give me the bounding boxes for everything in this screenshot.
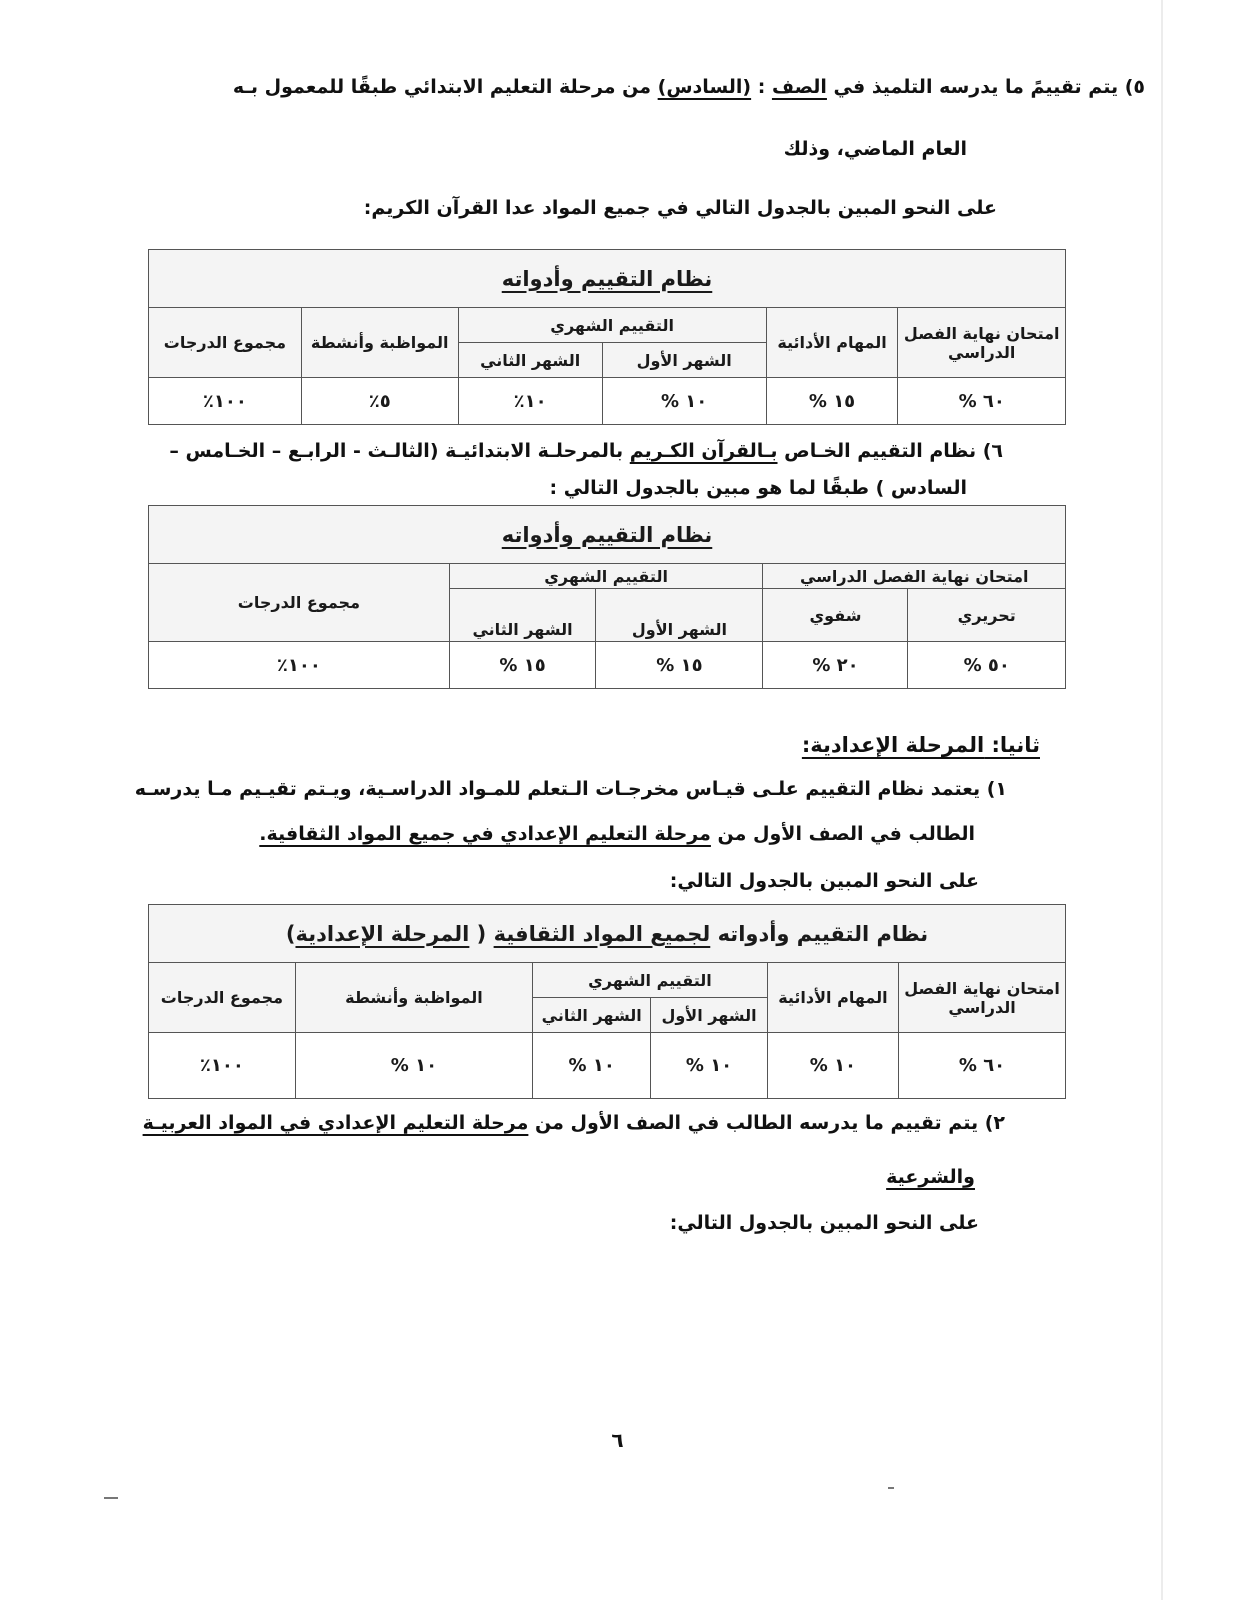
title-fragment: ) [285, 921, 296, 946]
value-month-2: ١٠٪ [458, 378, 602, 425]
header-month-2: الشهر الثاني [449, 589, 596, 642]
assessment-table-primary [148, 249, 1066, 425]
value-total-marks: ١٠٠٪ [149, 1033, 296, 1099]
section-2-para-2-line-2 [886, 1162, 975, 1192]
text-fragment: الطالب في الصف الأول من [710, 823, 975, 845]
header-oral: شفوي [763, 589, 908, 642]
section-number: ثانيا: [984, 733, 1040, 757]
underlined-text: (السادس) [657, 76, 752, 98]
header-attendance-activities: المواظبة وأنشطة [295, 963, 532, 1033]
title-fragment: ( [469, 921, 494, 946]
text-fragment: بالمرحلـة الابتدائيـة (الثالـث - الرابـع – الخـامس – [169, 440, 630, 462]
text-fragment: ٢) يتم تقييم ما يدرسه الطالب في الصف الأول من [528, 1112, 1005, 1134]
header-total-marks: مجموع الدرجات [149, 564, 450, 642]
header-written: تحريري [908, 589, 1066, 642]
section-2-para-2-line-3: على النحو المبين بالجدول التالي: [669, 1212, 979, 1234]
paragraph-5-line-3: على النحو المبين بالجدول التالي في جميع المواد عدا القرآن الكريم: [363, 197, 997, 219]
value-attendance-activities: ١٠ % [295, 1033, 532, 1099]
header-total-marks: مجموع الدرجات [149, 308, 302, 378]
underlined-text: والشرعية [886, 1166, 975, 1188]
title-underlined: لجميع المواد الثقافية [493, 921, 711, 946]
value-oral: ٢٠ % [763, 642, 908, 689]
paragraph-5-line-1 [233, 72, 1145, 102]
section-title: المرحلة الإعدادية: [801, 733, 985, 757]
value-total-marks: ١٠٠٪ [149, 642, 450, 689]
value-performance-tasks: ١٥ % [766, 378, 898, 425]
section-2-para-1-line-3: على النحو المبين بالجدول التالي: [669, 870, 979, 892]
table-title: نظام التقييم وأدواته [149, 506, 1066, 564]
assessment-table-quran [148, 505, 1066, 689]
paragraph-6-line-2: السادس ) طبقًا لما هو مبين بالجدول التالي : [549, 477, 967, 499]
value-final-exam: ٦٠ % [899, 1033, 1066, 1099]
section-2-para-2-line-1 [143, 1108, 1005, 1138]
header-month-2: الشهر الثاني [458, 343, 602, 378]
header-final-exam: امتحان نهاية الفصل الدراسي [898, 308, 1066, 378]
text-fragment: من مرحلة التعليم الابتدائي طبقًا للمعمول بـه [232, 76, 658, 98]
header-attendance-activities: المواظبة وأنشطة [301, 308, 458, 378]
underlined-text: مرحلة التعليم الإعدادي في جميع المواد الثقافية. [259, 823, 711, 845]
page-number: ٦ [611, 1428, 624, 1452]
table-title: نظام التقييم وأدواته [149, 250, 1066, 308]
header-final-exam: امتحان نهاية الفصل الدراسي [763, 564, 1066, 589]
value-written: ٥٠ % [908, 642, 1066, 689]
value-month-1: ١٠ % [602, 378, 766, 425]
underlined-text: مرحلة التعليم الإعدادي في المواد العربيـة [142, 1112, 529, 1134]
underlined-text: بـالقرآن الكـريم [629, 440, 778, 462]
title-fragment: نظام التقييم وأدواته [710, 921, 929, 946]
section-heading [802, 730, 1040, 760]
section-2-para-1-line-1: ١) يعتمد نظام التقييم علـى قيـاس مخرجـات الـتعلم للمـواد الدراسـية، ويـتم تقيـيم مـا يدرسـه [134, 778, 1007, 800]
value-month-1: ١٠ % [651, 1033, 767, 1099]
title-underlined: المرحلة الإعدادية [295, 921, 470, 946]
header-month-2: الشهر الثاني [533, 998, 651, 1033]
header-month-1: الشهر الأول [651, 998, 767, 1033]
scan-edge-line [1161, 0, 1163, 1600]
header-performance-tasks: المهام الأدائية [766, 308, 898, 378]
text-fragment: ٥) يتم تقييمً ما يدرسه التلميذ في [826, 76, 1145, 98]
header-performance-tasks: المهام الأدائية [767, 963, 898, 1033]
header-month-1: الشهر الأول [596, 589, 763, 642]
value-month-1: ١٥ % [596, 642, 763, 689]
scan-mark [104, 1497, 118, 1499]
section-2-para-1-line-2 [259, 819, 975, 849]
value-final-exam: ٦٠ % [898, 378, 1066, 425]
text-fragment: ٦) نظام التقييم الخـاص [777, 440, 1003, 462]
header-monthly-assessment: التقييم الشهري [449, 564, 763, 589]
paragraph-5-line-2: العام الماضي، وذلك [783, 138, 967, 160]
value-attendance-activities: ٥٪ [301, 378, 458, 425]
header-final-exam: امتحان نهاية الفصل الدراسي [899, 963, 1066, 1033]
header-monthly-assessment: التقييم الشهري [458, 308, 766, 343]
value-performance-tasks: ١٠ % [767, 1033, 898, 1099]
header-month-1: الشهر الأول [602, 343, 766, 378]
assessment-table-preparatory [148, 904, 1066, 1099]
value-month-2: ١٥ % [449, 642, 596, 689]
header-monthly-assessment: التقييم الشهري [533, 963, 768, 998]
text-fragment: : [751, 76, 772, 98]
value-total-marks: ١٠٠٪ [149, 378, 302, 425]
paragraph-6-line-1 [169, 436, 1003, 466]
value-month-2: ١٠ % [533, 1033, 651, 1099]
underlined-text: الصف [771, 76, 827, 98]
table-title [149, 905, 1066, 963]
header-total-marks: مجموع الدرجات [149, 963, 296, 1033]
scan-mark [888, 1487, 894, 1489]
